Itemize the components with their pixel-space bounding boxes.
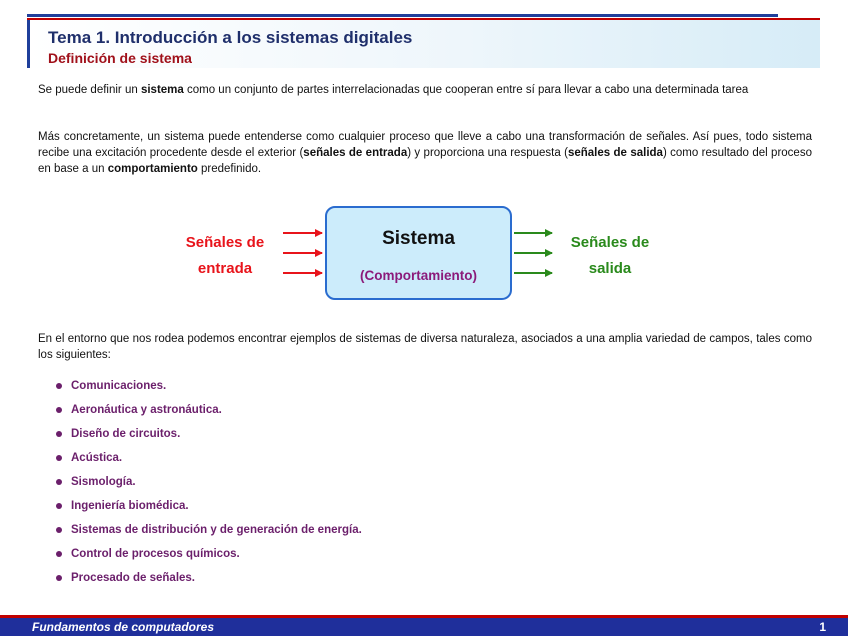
bold-term-output-signals: señales de salida [567, 147, 663, 159]
list-item-text: Acústica. [71, 452, 123, 464]
paragraph-definition [38, 82, 812, 98]
list-item [54, 378, 362, 402]
bold-term-behavior: comportamiento [107, 163, 198, 175]
paragraph-explanation [38, 129, 812, 177]
text-span: ) y proporciona una respuesta ( [407, 147, 568, 159]
paragraph-examples-intro: En el entorno que nos rodea podemos encontrar ejemplos de sistemas de diversa naturaleza, asociados a una amplia variedad de campos, tales como los siguientes: [38, 333, 812, 361]
title-accent-bar [27, 20, 30, 68]
bullet-icon [56, 527, 62, 533]
output-label-line1: Señales de [570, 234, 650, 251]
bullet-icon [56, 575, 62, 581]
list-item [54, 402, 362, 426]
page-title: Tema 1. Introducción a los sistemas digitales [48, 28, 413, 47]
list-item [54, 426, 362, 450]
bold-term-input-signals: señales de entrada [303, 147, 408, 159]
bullet-icon [56, 407, 62, 413]
list-item-text: Ingeniería biomédica. [71, 500, 189, 512]
bullet-icon [56, 551, 62, 557]
footer-course-name: Fundamentos de computadores [32, 620, 215, 634]
list-item-text: Diseño de circuitos. [71, 428, 181, 440]
bold-term-sistema: sistema [140, 84, 184, 96]
text-span: Más concretamente, un sistema puede entenderse como cualquier proceso que lleve a cabo una transformación de señales. Así pues, todo sistema recibe una excitación procedente desde el exterior ( [38, 131, 812, 159]
system-diagram [170, 200, 670, 310]
bullet-icon [56, 503, 62, 509]
input-signals-label [170, 230, 280, 282]
section-subtitle: Definición de sistema [48, 50, 192, 66]
list-item-text: Procesado de señales. [71, 572, 196, 584]
input-label-line2: entrada [197, 260, 253, 277]
list-item-text: Comunicaciones. [71, 380, 167, 392]
list-item [54, 498, 362, 522]
footer-page-number: 1 [819, 620, 826, 634]
text-span: como un conjunto de partes interrelacionadas que cooperan entre sí para llevar a cabo una determinada tarea [183, 84, 749, 96]
output-label-line2: salida [588, 260, 632, 277]
bullet-icon [56, 455, 62, 461]
input-label-line1: Señales de [185, 234, 265, 251]
list-item [54, 546, 362, 570]
list-item [54, 474, 362, 498]
list-item-text: Control de procesos químicos. [71, 548, 240, 560]
bullet-icon [56, 479, 62, 485]
list-item [54, 450, 362, 474]
header-line-blue [27, 14, 778, 17]
list-item [54, 522, 362, 546]
list-item [54, 570, 362, 594]
text-span: predefinido. [197, 163, 262, 175]
list-item-text: Aeronáutica y astronáutica. [71, 404, 222, 416]
examples-list [54, 378, 362, 594]
system-box-title: Sistema [382, 228, 455, 249]
text-span: Se puede definir un [38, 84, 141, 96]
system-box [325, 206, 512, 300]
list-item-text: Sistemas de distribución y de generación de energía. [71, 524, 362, 536]
footer-bar [0, 615, 848, 636]
text-span: ) como resultado del proceso en base a un [38, 147, 812, 175]
system-box-subtitle: (Comportamiento) [360, 268, 477, 283]
list-item-text: Sismología. [71, 476, 136, 488]
output-signals-label [555, 230, 665, 282]
bullet-icon [56, 383, 62, 389]
bullet-icon [56, 431, 62, 437]
